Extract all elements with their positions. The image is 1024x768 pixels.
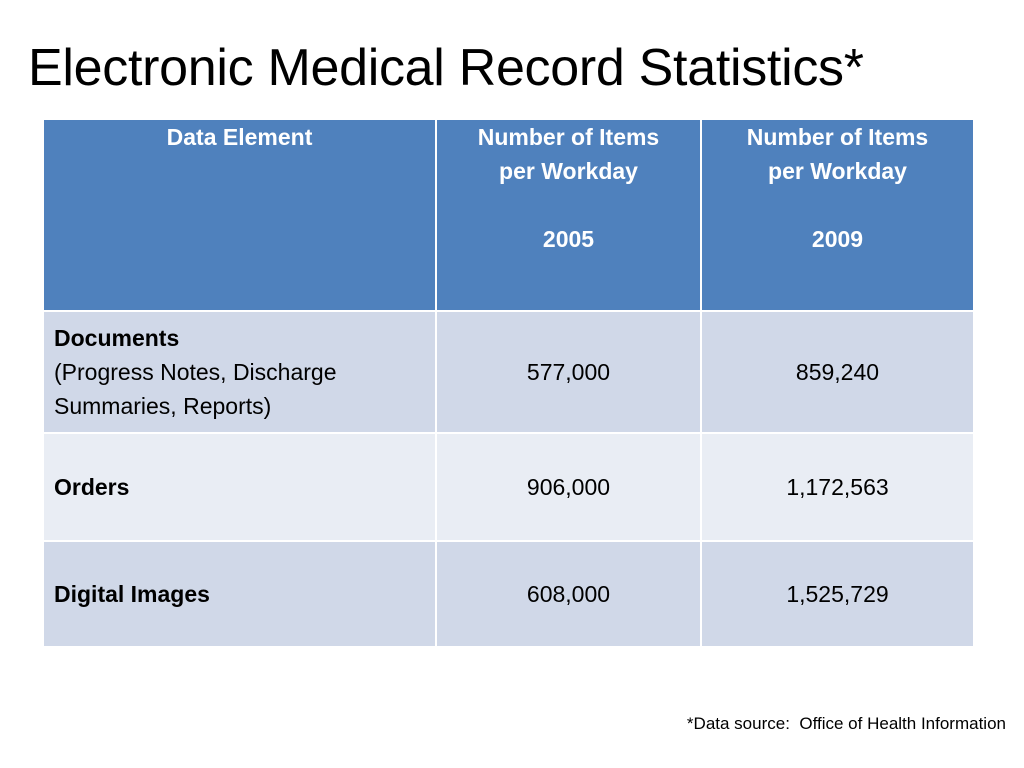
value-2005: 608,000: [436, 541, 701, 647]
slide-title: Electronic Medical Record Statistics*: [28, 39, 864, 97]
statistics-table: [42, 118, 975, 648]
header-gap: [447, 188, 690, 222]
row-label-cell: [43, 311, 436, 433]
row-label-cell: [43, 433, 436, 541]
header-2005-line1: Number of Items: [477, 124, 660, 150]
value-2005: 906,000: [436, 433, 701, 541]
row-sublabel-line1: (Progress Notes, Discharge: [54, 359, 337, 385]
row-label: Documents: [54, 325, 180, 351]
header-2005: [436, 119, 701, 311]
header-2005-year: 2005: [542, 226, 595, 252]
value-2005: 577,000: [436, 311, 701, 433]
header-data-element: [43, 119, 436, 311]
table-header-row: [43, 119, 974, 311]
value-2009: 859,240: [701, 311, 974, 433]
row-sublabel-line2: Summaries, Reports): [54, 393, 272, 419]
row-label-cell: [43, 541, 436, 647]
header-data-element-label: Data Element: [166, 124, 313, 150]
value-2009: 1,525,729: [701, 541, 974, 647]
header-2005-line2: per Workday: [499, 158, 638, 184]
data-source-footnote: *Data source: Office of Health Information: [686, 714, 1006, 733]
value-2009: 1,172,563: [701, 433, 974, 541]
table-row-digital-images: [43, 541, 974, 647]
header-2009-line2: per Workday: [768, 158, 907, 184]
row-label: Digital Images: [54, 581, 210, 607]
header-2009-line1: Number of Items: [746, 124, 929, 150]
table-row-orders: [43, 433, 974, 541]
header-2009: [701, 119, 974, 311]
header-2009-year: 2009: [811, 226, 864, 252]
row-label: Orders: [54, 474, 130, 500]
table-row-documents: [43, 311, 974, 433]
header-gap: [712, 188, 963, 222]
